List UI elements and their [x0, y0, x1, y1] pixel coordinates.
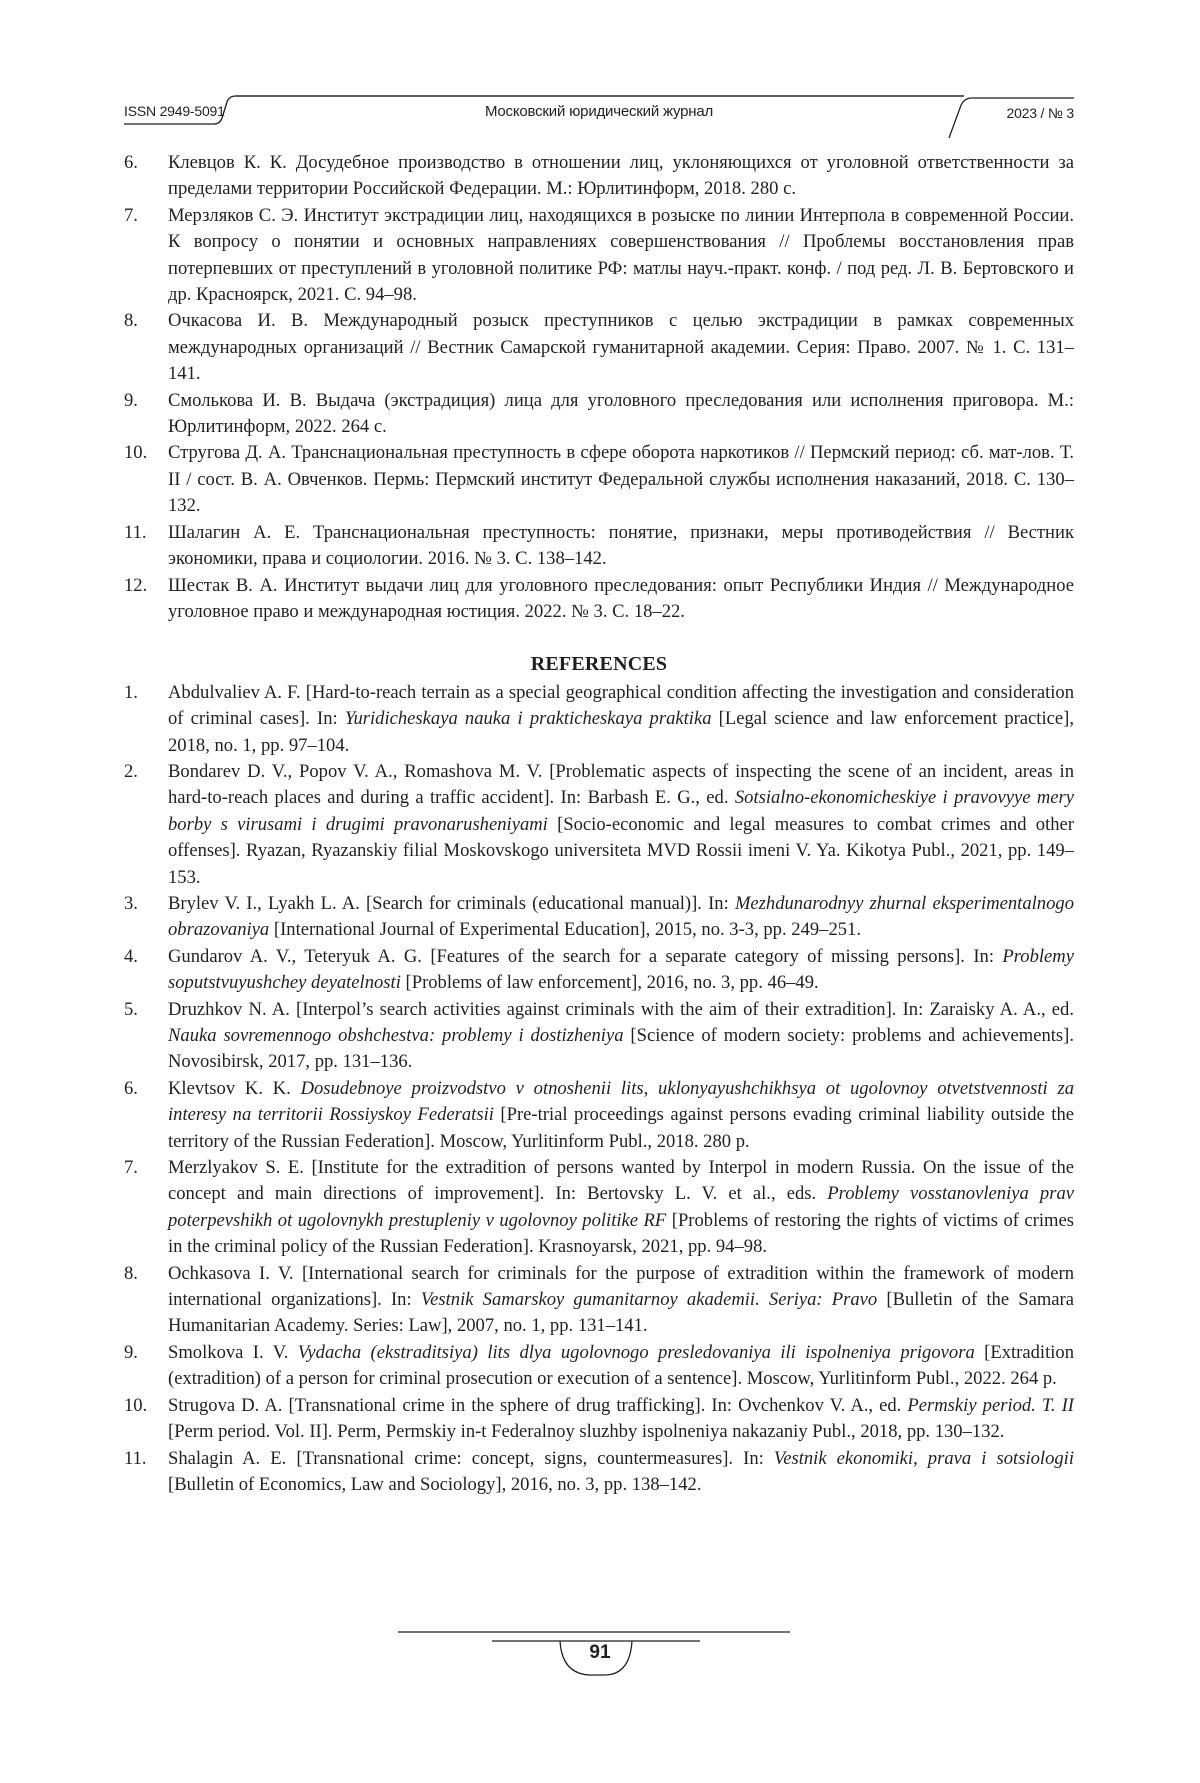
reference-number: 9. [124, 389, 138, 411]
reference-item [124, 1340, 1074, 1393]
reference-item [124, 440, 1074, 519]
reference-text-part: Brylev V. I., Lyakh L. A. [Search for criminals (educational manual)]. In: [168, 892, 735, 914]
reference-item [124, 1446, 1074, 1499]
reference-item [124, 150, 1074, 203]
page-header [124, 92, 1074, 138]
reference-source-title: Dosudebnoye proizvodstvo v otnoshenii lits, uklonyayushchikhsya ot ugolovnoy otvetstvennosti za interesy na territorii Rossiyskoy Federatsii [168, 1077, 1074, 1126]
reference-number: 7. [124, 1157, 138, 1179]
reference-text-part: [Perm period. Vol. II]. Perm, Permskiy in-t Federalnoy sluzhby ispolneniya nakazaniy Publ., 2018, pp. 130–132. [168, 1421, 1005, 1443]
reference-text [168, 680, 1074, 759]
reference-text [168, 1393, 1074, 1446]
reference-text-part: Abdulvaliev A. F. [Hard-to-reach terrain as a special geographical condition affecting the investigation and consideration of criminal cases]. In: [168, 681, 1074, 730]
reference-number: 4. [124, 945, 138, 967]
reference-item [124, 203, 1074, 309]
reference-source-title: Mezhdunarodnyy zhurnal eksperimentalnogo obrazovaniya [168, 892, 1074, 941]
issue-label: 2023 / № 3 [1006, 105, 1074, 121]
reference-text-part: Gundarov A. V., Teteryuk A. G. [Features of the search for a separate category of missing persons]. In: [168, 945, 1003, 967]
reference-number: 3. [124, 892, 138, 914]
reference-text-part: Klevtsov K. K. [168, 1077, 301, 1099]
reference-number: 10. [124, 1394, 148, 1416]
reference-text: Мерзляков С. Э. Институт экстрадиции лиц, находящихся в розыске по линии Интерпола в современной России. К вопросу о понятии и основных направлениях совершенствования // Проблемы восстановления прав потерпевших от преступлений в уголовной политике РФ: матлы науч.-практ. конф. / под ред. Л. В. Бертовского и др. Красноярск, 2021. С. 94–98. [168, 204, 1074, 306]
reference-text [168, 997, 1074, 1076]
reference-source-title: Nauka sovremennogo obshchestva: problemy i dostizheniya [168, 1025, 624, 1046]
reference-text-part: [Bulletin of Economics, Law and Sociology], 2016, no. 3, pp. 138–142. [168, 1473, 702, 1495]
reference-text-part: [Science of modern society: problems and achievements]. Novosibirsk, 2017, pp. 131–136. [168, 1025, 1074, 1073]
reference-text: Шестак В. А. Институт выдачи лиц для уголовного преследования: опыт Республики Индия // Международное уголовное право и международная юстиция. 2022. № 3. С. 18–22. [168, 574, 1074, 622]
reference-text [168, 1076, 1074, 1155]
journal-title: Московский юридический журнал [484, 103, 714, 120]
reference-item [124, 944, 1074, 997]
reference-number: 9. [124, 1341, 138, 1363]
reference-text: Клевцов К. К. Досудебное производство в отношении лиц, уклоняющихся от уголовной ответственности за пределами территории Российской Федерации. М.: Юрлитинформ, 2018. 280 с. [168, 152, 1074, 200]
reference-source-title: Vestnik Samarskoy gumanitarnoy akademii. Seriya: Pravo [420, 1289, 878, 1311]
reference-text-part: Bondarev D. V., Popov V. A., Romashova M. V. [Problematic aspects of inspecting the scene of an incident, areas in hard-to-reach places and during a traffic accident]. In: Barbash E. G., ed. [168, 760, 1074, 809]
reference-text: Смолькова И. В. Выдача (экстрадиция) лица для уголовного преследования или исполнения приговора. М.: Юрлитинформ, 2022. 264 с. [168, 389, 1074, 438]
reference-text-part: Smolkova I. V. [168, 1341, 298, 1363]
russian-reference-list [124, 150, 1074, 625]
reference-source-title: Vydacha (ekstraditsiya) lits dlya ugolovnogo presledovaniya ili ispolneniya prigovora [297, 1341, 975, 1363]
reference-number: 1. [124, 681, 138, 703]
reference-text [168, 1155, 1074, 1261]
reference-text-part: [International Journal of Experimental Education], 2015, no. 3-3, pp. 249–251. [269, 919, 861, 941]
reference-text-part: [Bulletin of the Samara Humanitarian Academy. Series: Law], 2007, no. 1, pp. 131–141. [168, 1289, 1074, 1337]
reference-item [124, 1076, 1074, 1155]
reference-text-part: Ochkasova I. V. [International search for criminals for the purpose of extradition within the framework of modern international organizations]. In: [168, 1262, 1074, 1311]
reference-text-part: [Extradition (extradition) of a person for criminal prosecution or execution of a sentence]. Moscow, Yurlitinform Publ., 2022. 264 p. [168, 1341, 1074, 1390]
reference-text [168, 1340, 1074, 1393]
reference-item [124, 573, 1074, 626]
reference-number: 8. [124, 310, 138, 332]
reference-text-part: [Problems of restoring the rights of victims of crimes in the criminal policy of the Russian Federation]. Krasnoyarsk, 2021, pp. 94–98. [168, 1209, 1074, 1258]
reference-number: 8. [124, 1262, 138, 1284]
reference-number: 7. [124, 204, 138, 226]
reference-text-part: Shalagin A. E. [Transnational crime: concept, signs, countermeasures]. In: [168, 1447, 774, 1469]
reference-source-title: Sotsialno-ekonomicheskiye i pravovyye mery borby s virusami i drugimi pravonarusheniyami [168, 787, 1074, 835]
page-number: 91 [589, 1642, 611, 1663]
reference-source-title: Problemy soputstvuyushchey deyatelnosti [168, 945, 1074, 994]
reference-item [124, 1393, 1074, 1446]
reference-item [124, 1155, 1074, 1261]
reference-source-title: Yuridicheskaya nauka i prakticheskaya praktika [344, 708, 712, 730]
reference-item [124, 759, 1074, 891]
reference-number: 6. [124, 152, 138, 173]
bibliography [124, 150, 1074, 1498]
reference-text-part: Druzhkov N. A. [Interpol’s search activities against criminals with the aim of their extradition]. In: Zaraisky A. A., ed. [168, 998, 1074, 1020]
reference-text [168, 759, 1074, 891]
reference-source-title: Permskiy period. T. II [907, 1394, 1074, 1416]
reference-text [168, 891, 1074, 944]
reference-number: 6. [124, 1077, 138, 1099]
reference-item [124, 520, 1074, 573]
reference-number: 11. [124, 1447, 147, 1469]
reference-source-title: Problemy vosstanovleniya prav poterpevshikh ot ugolovnykh prestupleniy v ugolovnoy politike RF [168, 1183, 1074, 1231]
reference-text [168, 1446, 1074, 1499]
reference-number: 12. [124, 574, 148, 596]
english-reference-list [124, 680, 1074, 1499]
reference-text-part: Merzlyakov S. E. [Institute for the extradition of persons wanted by Interpol in modern Russia. On the issue of the concept and main directions of improvement]. In: Bertovsky L. V. et al., eds. [168, 1157, 1074, 1205]
reference-item [124, 1261, 1074, 1340]
reference-item [124, 308, 1074, 387]
reference-text-part: Strugova D. A. [Transnational crime in the sphere of drug trafficking]. In: Ovchenkov V. A., ed. [168, 1394, 908, 1416]
reference-number: 11. [124, 521, 147, 543]
reference-text-part: [Legal science and law enforcement practice], 2018, no. 1, pp. 97–104. [168, 708, 1074, 756]
references-heading: REFERENCES [530, 653, 668, 676]
reference-text: Шалагин А. Е. Транснациональная преступность: понятие, признаки, меры противодействия // Вестник экономики, права и социологии. 2016. № 3. С. 138–142. [168, 521, 1074, 570]
reference-text [168, 1261, 1074, 1340]
issn-label: ISSN 2949-5091 [124, 103, 225, 119]
reference-item [124, 997, 1074, 1076]
reference-text-part: [Problems of law enforcement], 2016, no. 3, pp. 46–49. [400, 972, 819, 994]
reference-item [124, 891, 1074, 944]
page-footer [0, 1630, 1200, 1690]
reference-text-part: [Pre-trial proceedings against persons evading criminal liability outside the territory of the Russian Federation]. Moscow, Yurlitinform Publ., 2018. 280 p. [168, 1104, 1074, 1152]
reference-number: 10. [124, 442, 148, 464]
reference-text-part: [Socio-economic and legal measures to combat crimes and other offenses]. Ryazan, Ryazanskiy filial Moskovskogo universiteta MVD Rossii imeni V. Ya. Kikotya Publ., 2021, pp. 149–153. [168, 813, 1074, 888]
reference-number: 5. [124, 998, 138, 1020]
reference-text [168, 944, 1074, 997]
reference-item [124, 388, 1074, 441]
reference-number: 2. [124, 760, 138, 782]
reference-text: Очкасова И. В. Международный розыск преступников с целью экстрадиции в рамках современных международных организаций // Вестник Самарской гуманитарной академии. Серия: Право. 2007. № 1. С. 131–141. [168, 310, 1074, 385]
reference-text: Стругова Д. А. Транснациональная преступность в сфере оборота наркотиков // Пермский период: сб. мат-лов. Т. II / сост. В. А. Овченков. Пермь: Пермский институт Федеральной службы исполнения наказаний, 2018. С. 130–132. [168, 442, 1074, 517]
reference-item [124, 680, 1074, 759]
reference-source-title: Vestnik ekonomiki, prava i sotsiologii [773, 1447, 1074, 1469]
